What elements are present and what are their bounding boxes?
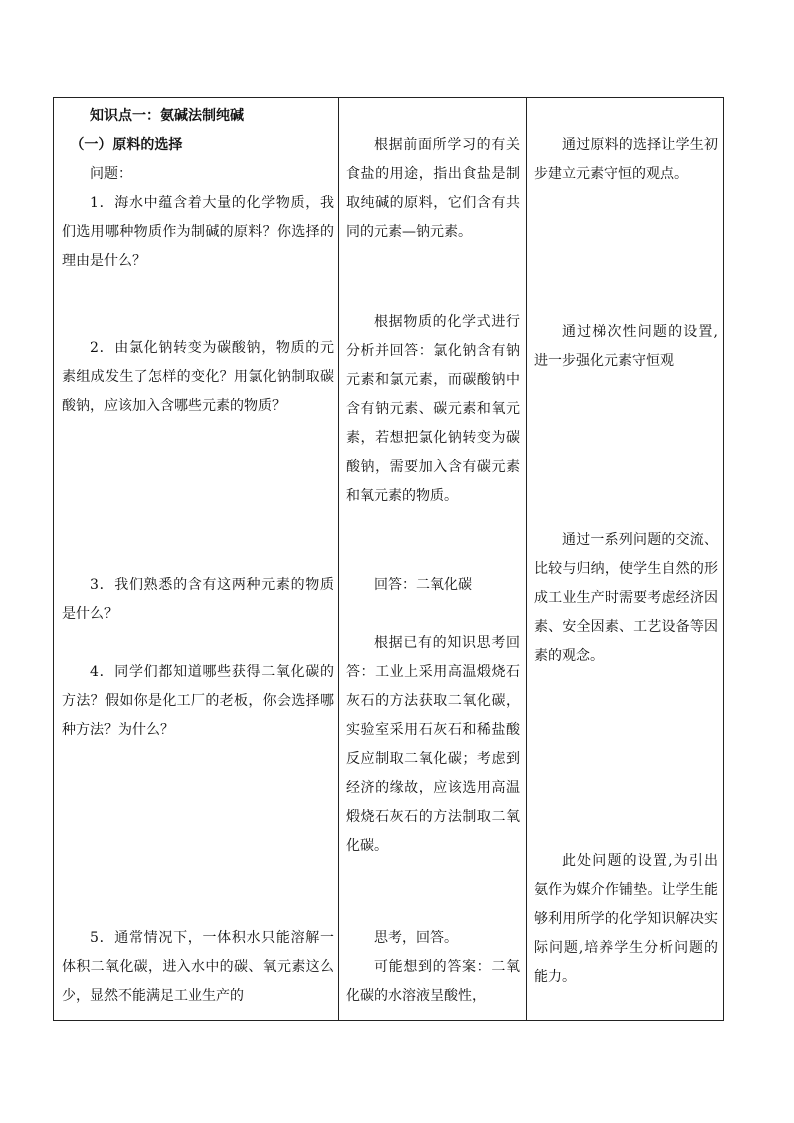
design-note-3: 通过一系列问题的交流、比较与归纳，使学生自然的形成工业生产时需要考虑经济因素、安全因素、工艺设备等因素的观念。 (534, 532, 718, 664)
design-intent-column (534, 98, 718, 1020)
answer-3: 回答：二氧化碳 (374, 577, 472, 593)
answer-1: 根据前面所学习的有关食盐的用途，指出食盐是制取纯碱的原料，它们含有共同的元素—钠元素。 (346, 137, 520, 240)
question-label: 问题： (90, 166, 132, 182)
design-note-2: 通过梯次性问题的设置,进一步强化元素守恒观 (534, 324, 718, 369)
question-5: 5．通常情况下，一体积水只能溶解一体积二氧化碳，进入水中的碳、氧元素这么少，显然不能满足工业生产的 (62, 930, 334, 1004)
design-note-1: 通过原料的选择让学生初步建立元素守恒的观点。 (534, 137, 718, 182)
question-1: 1．海水中蕴含着大量的化学物质，我们选用哪种物质作为制碱的原料？你选择的理由是什么？ (62, 195, 334, 269)
lesson-table (53, 97, 724, 1021)
answer-2: 根据物质的化学式进行分析并回答：氯化钠含有钠元素和氯元素，而碳酸钠中含有钠元素、碳元素和氧元素，若想把氯化钠转变为碳酸钠，需要加入含有碳元素和氧元素的物质。 (346, 314, 520, 504)
answer-5b: 可能想到的答案：二氧化碳的水溶液呈酸性， (346, 959, 520, 1004)
column-divider (338, 98, 339, 1020)
section-heading: 知识点一：氨碱法制纯碱 (90, 108, 244, 124)
question-4: 4．同学们都知道哪些获得二氧化碳的方法？假如你是化工厂的老板，你会选择哪种方法？为什么？ (62, 664, 334, 738)
student-activity-column (346, 98, 520, 1020)
column-divider (526, 98, 527, 1020)
design-note-4: 此处问题的设置,为引出氨作为媒介作铺垫。让学生能够利用所学的化学知识解决实际问题,培养学生分析问题的能力。 (534, 853, 718, 985)
answer-4: 根据已有的知识思考回答：工业上采用高温煅烧石灰石的方法获取二氧化碳，实验室采用石灰石和稀盐酸反应制取二氧化碳；考虑到经济的缘故，应该选用高温煅烧石灰石的方法制取二氧化碳。 (346, 635, 520, 854)
question-2: 2．由氯化钠转变为碳酸钠，物质的元素组成发生了怎样的变化？用氯化钠制取碳酸钠，应该加入含哪些元素的物质？ (62, 340, 334, 414)
answer-5a: 思考，回答。 (374, 930, 458, 946)
teacher-activity-column (62, 98, 334, 1020)
subsection-heading: （一）原料的选择 (70, 137, 183, 153)
question-3: 3．我们熟悉的含有这两种元素的物质是什么？ (62, 577, 334, 622)
